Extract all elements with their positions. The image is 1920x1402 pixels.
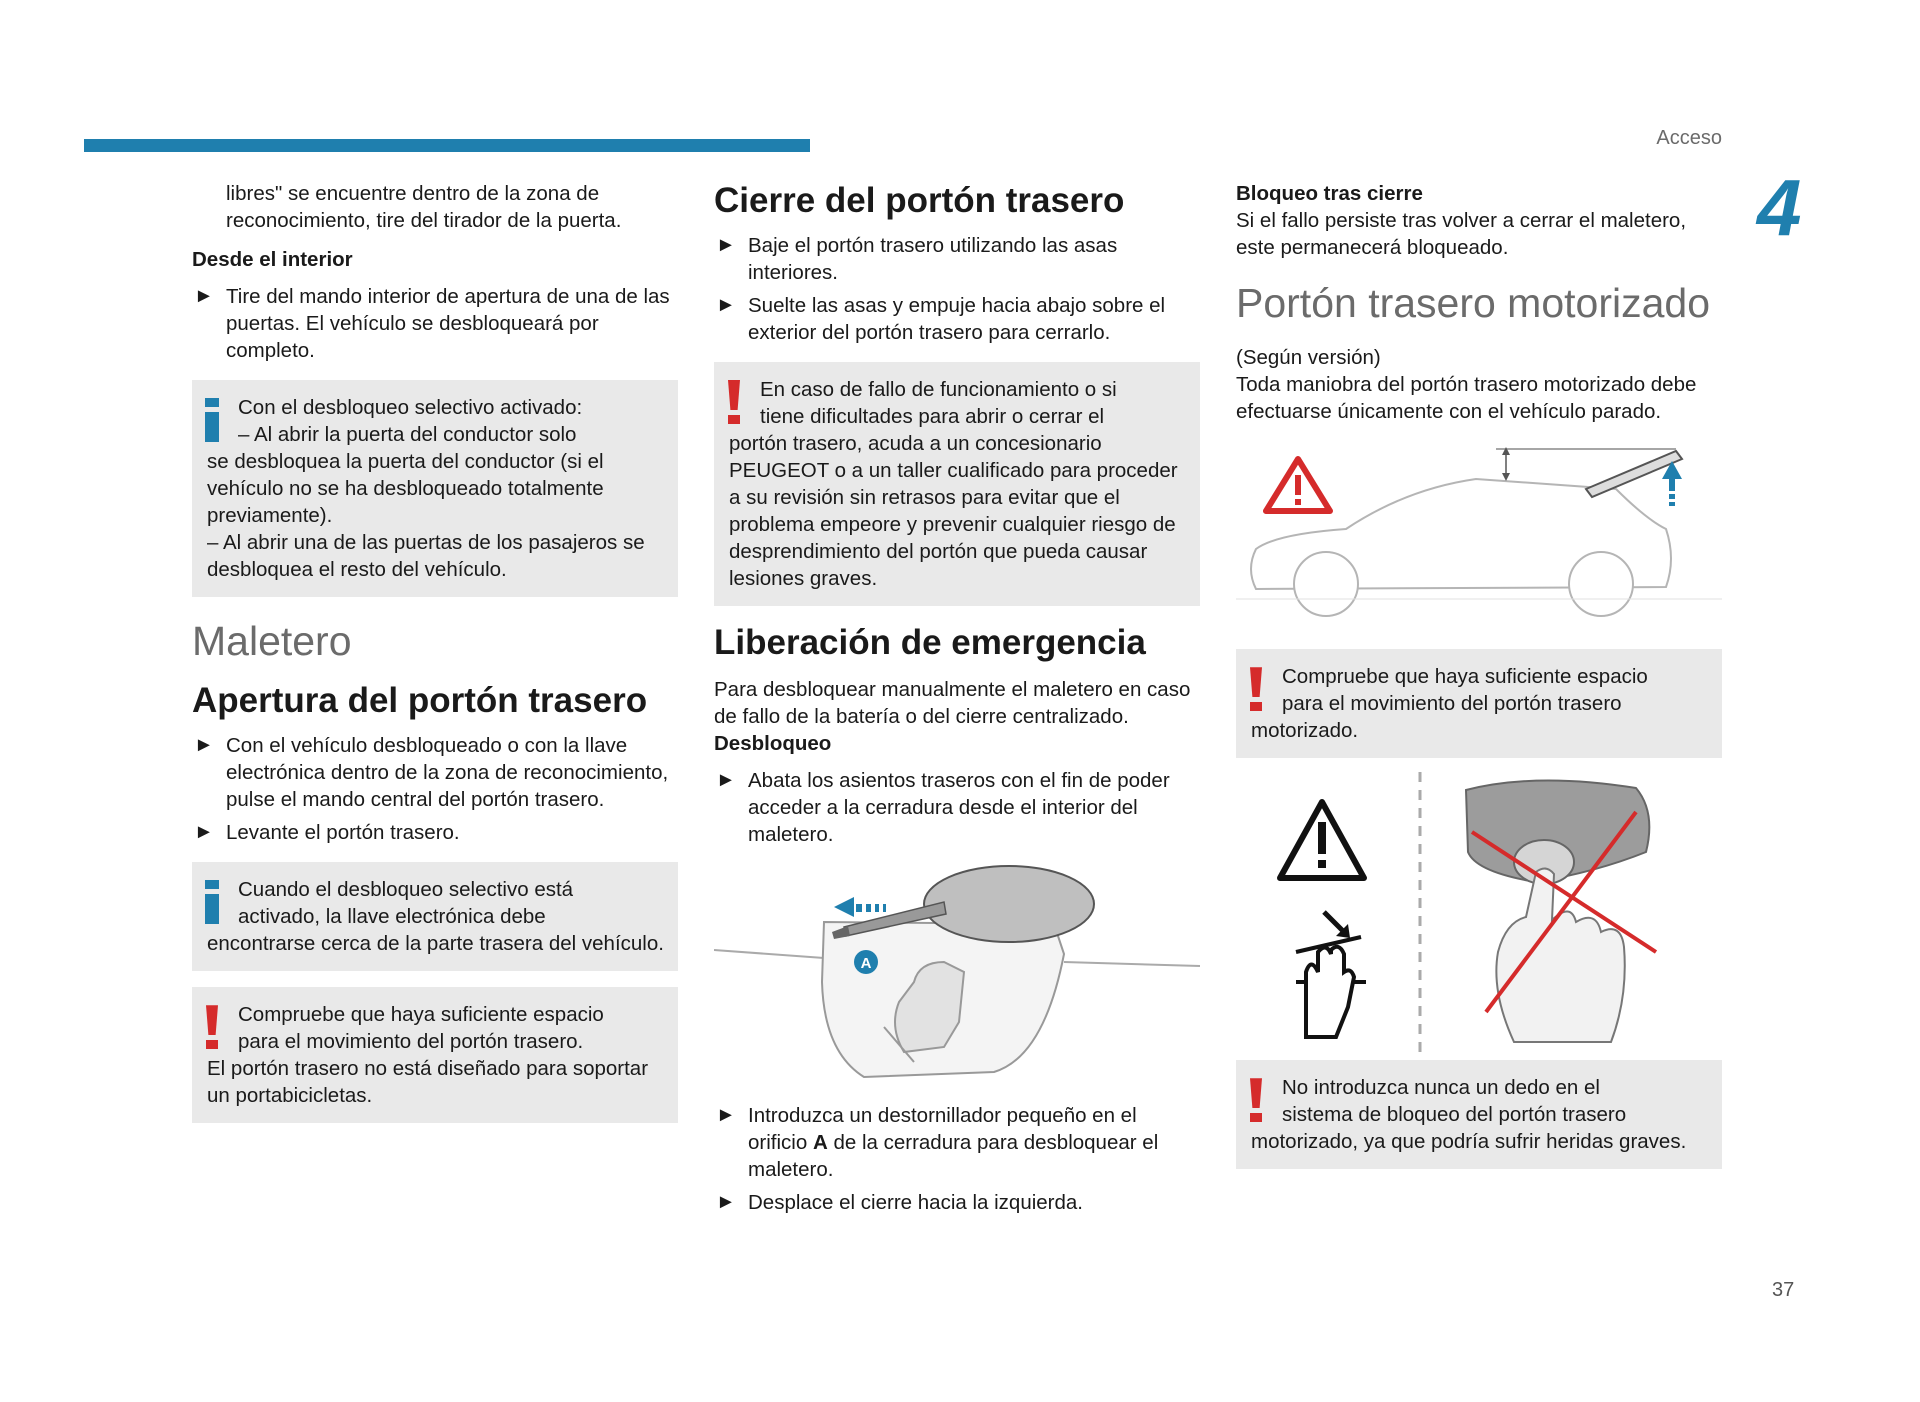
bullet-arrow-icon: ► <box>194 285 214 307</box>
desbloqueo-heading: Desbloqueo <box>714 732 832 755</box>
warning-icon <box>205 1005 219 1049</box>
lock-screwdriver-figure <box>714 862 1200 1092</box>
list-item: ► Introduzca un destornillador pequeño en el orificio A de la cerradura para desbloquear el maletero. <box>716 1104 1159 1181</box>
list-item: ► Tire del mando interior de apertura de una de las puertas. El vehículo se desbloqueará por completo. <box>194 285 670 362</box>
section-label: Acceso <box>1656 127 1722 149</box>
bloqueo-heading: Bloqueo tras cierre <box>1236 182 1423 205</box>
list-item: ► Suelte las asas y empuje hacia abajo sobre el exterior del portón trasero para cerrarlo. <box>716 294 1166 344</box>
list-item: ► Desplace el cierre hacia la izquierda. <box>716 1191 1084 1214</box>
from-inside-heading: Desde el interior <box>192 248 353 271</box>
list-item: ► Levante el portón trasero. <box>194 821 460 845</box>
info-icon <box>205 398 219 442</box>
from-inside-list <box>192 283 678 364</box>
bullet-arrow-icon: ► <box>716 1191 736 1213</box>
column-right <box>1236 180 1722 1169</box>
liberacion-title: Liberación de emergencia <box>714 623 1146 662</box>
cierre-title: Cierre del portón trasero <box>714 181 1125 220</box>
column-middle <box>714 180 1200 1222</box>
bloqueo-text: Si el fallo persiste tras volver a cerrar el maletero, este permanecerá bloqueado. <box>1236 209 1687 259</box>
bullet-arrow-icon: ► <box>194 734 214 757</box>
release-steps-list <box>714 1102 1200 1216</box>
column-left <box>192 180 678 1123</box>
hand-icon <box>1306 947 1354 1037</box>
chapter-number: 4 <box>1757 163 1802 252</box>
warning-box-finger: No introduzca nunca un dedo en el sistema de bloqueo del portón trasero motorizado, ya que podría sufrir heridas graves. <box>1236 1060 1722 1169</box>
warning-box-motorized-space: Compruebe que haya suficiente espacio para el movimiento del portón trasero motorizado. <box>1236 649 1722 758</box>
motorizado-title: Portón trasero motorizado <box>1236 280 1711 326</box>
finger-danger-figure <box>1236 772 1722 1052</box>
liberacion-intro: Para desbloquear manualmente el maletero en caso de fallo de la batería o del cierre centralizado. <box>714 678 1191 728</box>
desbloqueo-list <box>714 767 1200 848</box>
motorizado-text: Toda maniobra del portón trasero motorizado debe efectuarse únicamente con el vehículo parado. <box>1236 373 1697 424</box>
warning-icon <box>1249 1078 1263 1122</box>
list-item: ► Abata los asientos traseros con el fin de poder acceder a la cerradura desde el interior del maletero. <box>716 769 1170 846</box>
cierre-list <box>714 232 1200 346</box>
bullet-arrow-icon: ► <box>716 234 736 256</box>
bullet-arrow-icon: ► <box>194 821 214 844</box>
warning-box-malfunction: En caso de fallo de funcionamiento o si tiene dificultades para abrir o cerrar el portón trasero, acuda a un concesionario PEUGEOT o a un taller cualificado para proceder a su revisión sin retrasos para evitar que el problema empeore y prevenir cualquier riesgo de desprendimiento del portón que pueda causar lesiones graves. <box>714 362 1200 606</box>
bullet-arrow-icon: ► <box>716 1104 736 1126</box>
info-box-key-location: Cuando el desbloqueo selectivo está activado, la llave electrónica debe encontrarse cerca de la parte trasera del vehículo. <box>192 862 678 971</box>
bullet-arrow-icon: ► <box>716 294 736 316</box>
bullet-arrow-icon: ► <box>716 769 736 791</box>
warning-box-space: Compruebe que haya suficiente espacio para el movimiento del portón trasero. El portón trasero no está diseñado para soportar un portabicicletas. <box>192 987 678 1123</box>
list-item: ► Con el vehículo desbloqueado o con la llave electrónica dentro de la zona de reconocimiento, pulse el mando central del portón trasero. <box>194 734 669 812</box>
info-icon <box>205 880 219 924</box>
warning-icon <box>727 380 741 424</box>
apertura-title: Apertura del portón trasero <box>192 681 648 721</box>
apertura-list <box>192 732 678 846</box>
maletero-title: Maletero <box>192 618 352 664</box>
intro-text: libres" se encuentre dentro de la zona de reconocimiento, tire del tirador de la puerta. <box>226 182 622 232</box>
info-box-selective-unlock: Con el desbloqueo selectivo activado: – Al abrir la puerta del conductor solo se desbloquea la puerta del conductor (si el vehículo no se ha desbloqueado totalmente previamente). – Al abrir una de las puertas de los pasajeros se desbloquea el resto del vehículo. <box>192 380 678 597</box>
version-note: (Según versión) <box>1236 346 1381 370</box>
page-number: 37 <box>1772 1279 1795 1301</box>
header-accent-bar <box>84 139 810 152</box>
car-tailgate-figure <box>1236 439 1722 629</box>
list-item: ► Baje el portón trasero utilizando las asas interiores. <box>716 234 1118 284</box>
hole-a-label: A <box>860 955 872 972</box>
warning-icon <box>1249 667 1263 711</box>
